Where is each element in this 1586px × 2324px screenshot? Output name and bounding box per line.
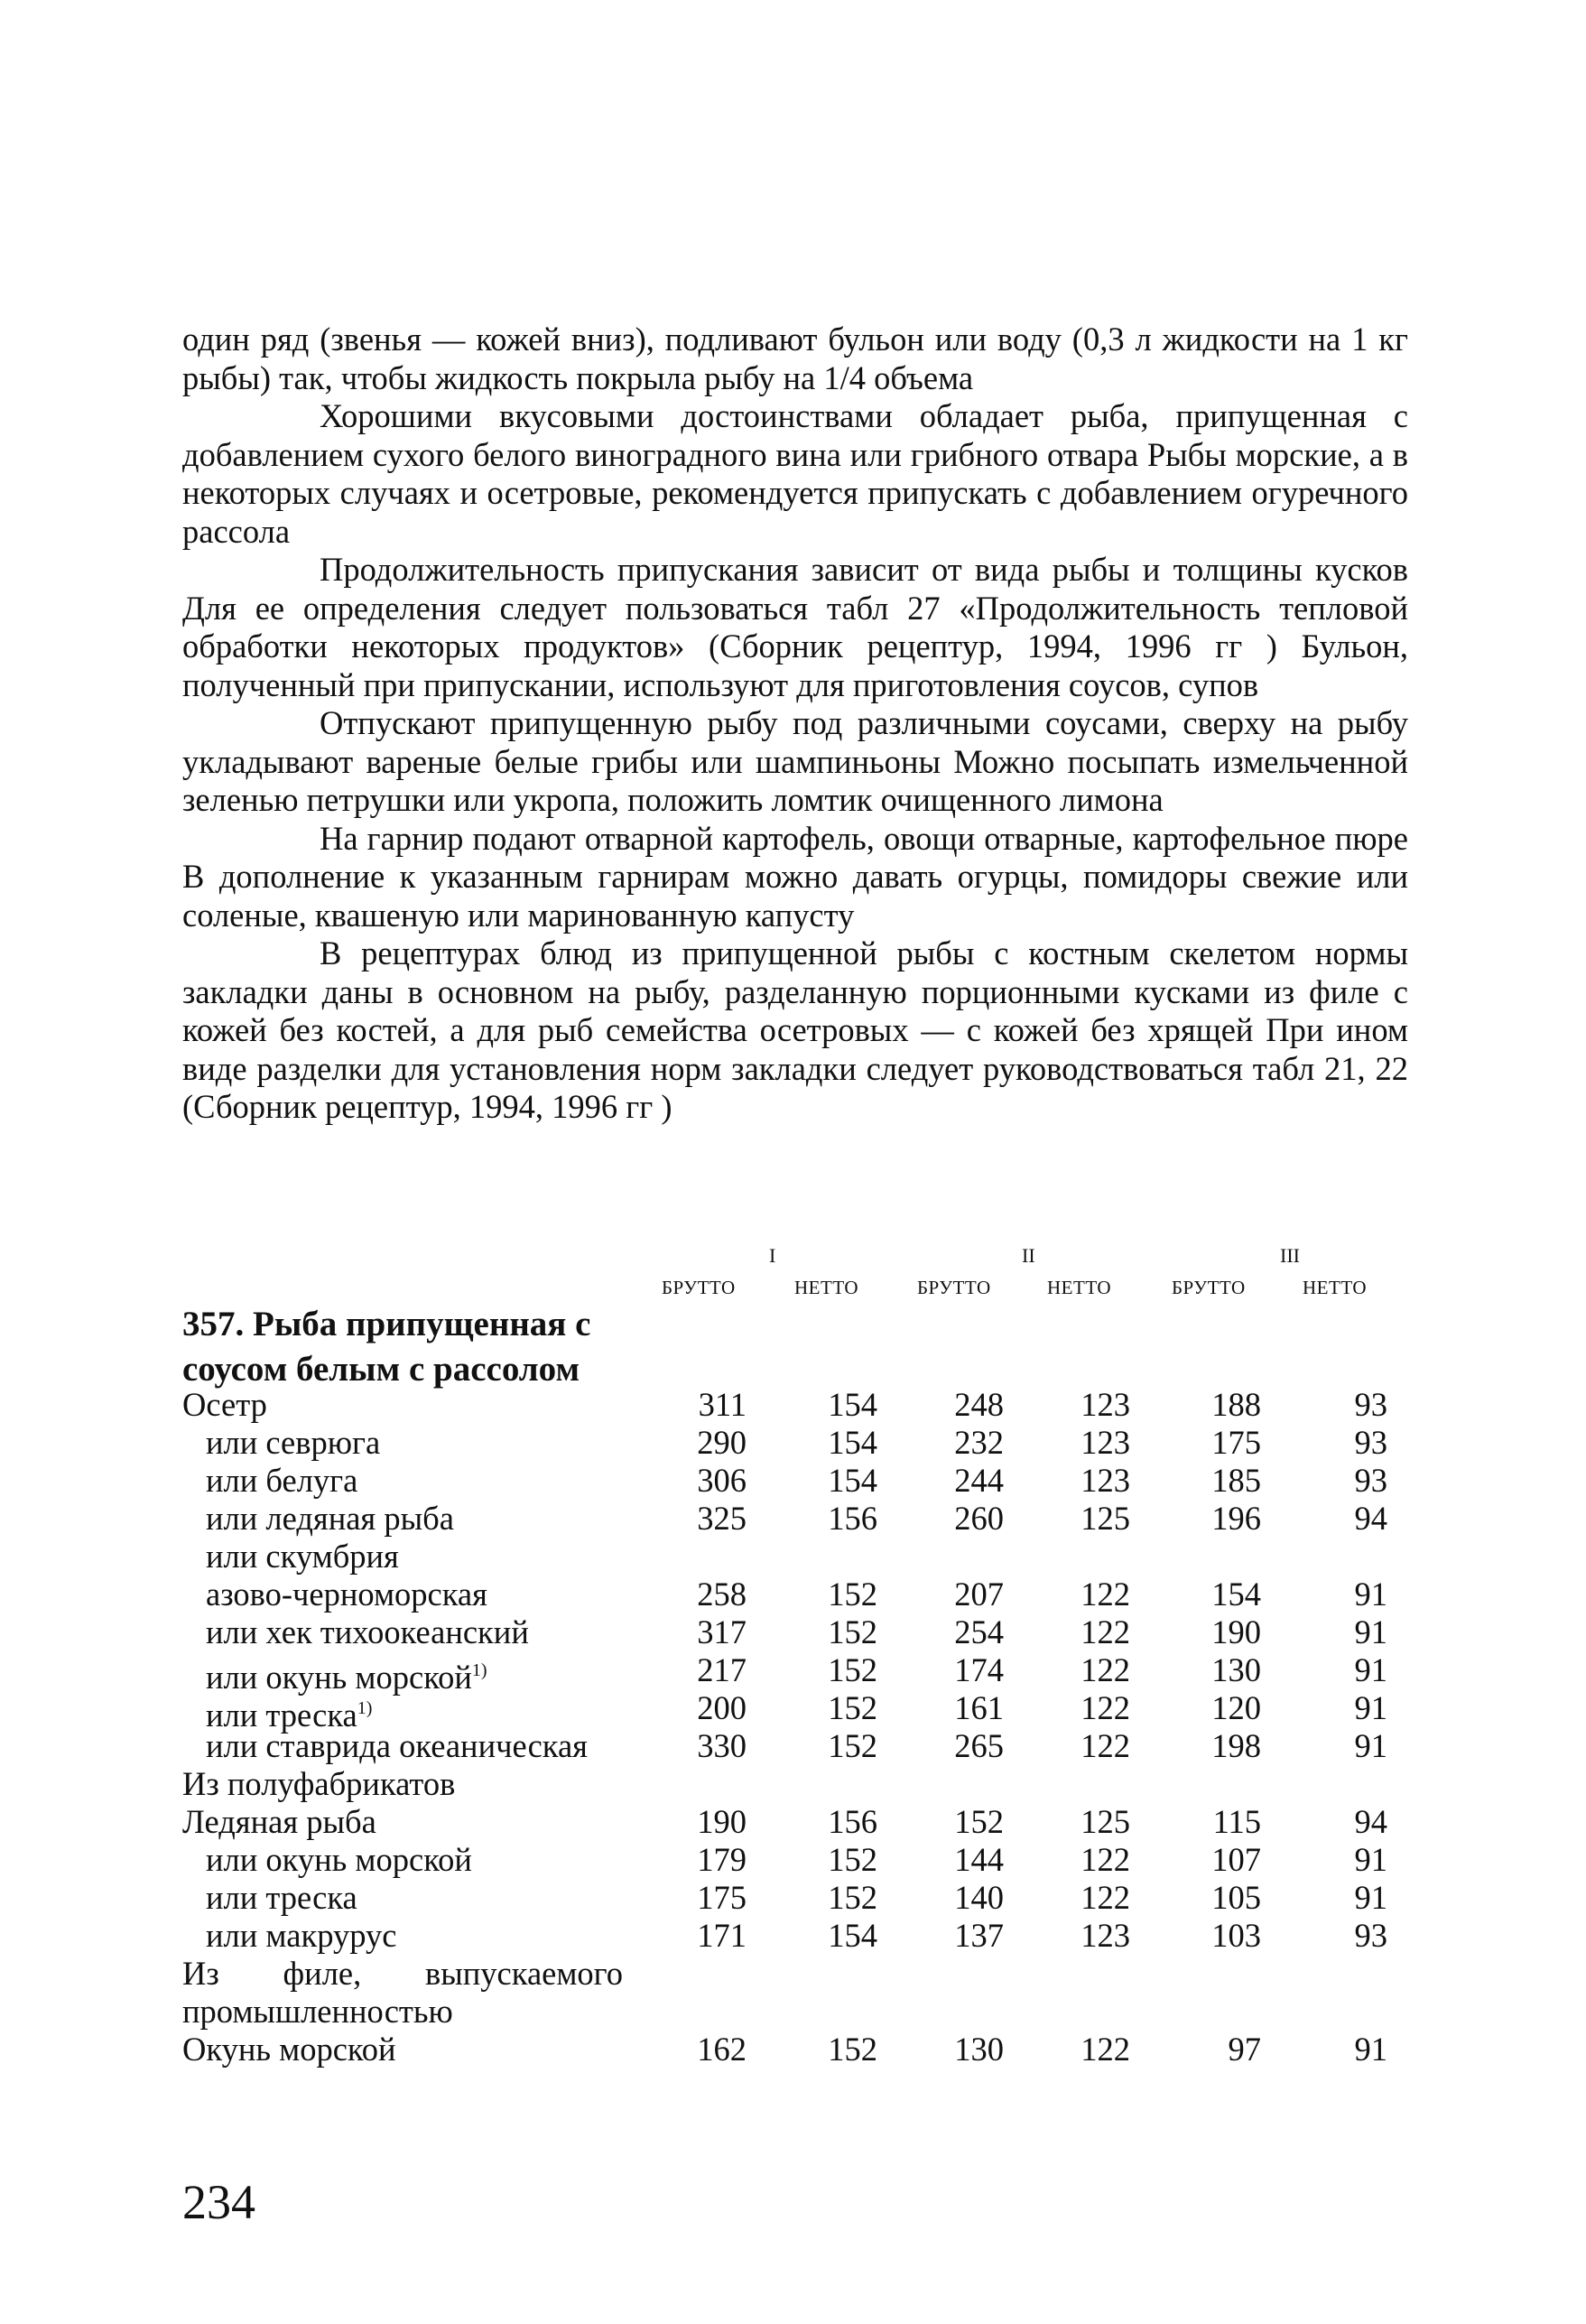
- netto-ii: 123: [1081, 1424, 1130, 1461]
- paragraph: один ряд (звенья — кожей вниз), подливают бульон или воду (0,3 л жидкости на 1 кг рыбы) так, чтобы жидкость покрыла рыбу на 1/4 объема: [182, 321, 1408, 396]
- netto-iii: 93: [1354, 1424, 1387, 1461]
- brutto-iii: 154: [1211, 1576, 1261, 1613]
- brutto-i: 179: [697, 1841, 747, 1878]
- table-row: [182, 1424, 1410, 1462]
- brutto-ii: 232: [954, 1424, 1004, 1461]
- brutto-iii: 188: [1211, 1386, 1261, 1423]
- column-header: НЕТТО: [1047, 1277, 1112, 1298]
- brutto-i: 217: [697, 1651, 747, 1688]
- column-group-i: I: [769, 1244, 776, 1267]
- column-group-iii: III: [1280, 1244, 1300, 1267]
- paragraph: Хорошими вкусовыми достоинствами обладает рыба, припущенная с добавлением сухого белого виноградного вина или грибного отвара Рыбы морские, а в некоторых случаях и осетровые, рекомендуется припускать с добавлением огуречного рассола: [182, 397, 1408, 550]
- section-label: [182, 1955, 623, 2031]
- netto-ii: 122: [1081, 1841, 1130, 1878]
- table-row: [182, 1613, 1410, 1651]
- table-row: [182, 1651, 1410, 1696]
- brutto-iii: 198: [1211, 1727, 1261, 1764]
- ingredient-name: или треска: [206, 1879, 357, 1916]
- brutto-iii: 107: [1211, 1841, 1261, 1878]
- brutto-iii: 196: [1211, 1500, 1261, 1537]
- brutto-ii: 254: [954, 1613, 1004, 1650]
- ingredient-name: или ледяная рыба: [206, 1500, 454, 1537]
- ingredient-label: или треска: [206, 1697, 357, 1734]
- paragraph: Продолжительность припускания зависит от вида рыбы и толщины кусков Для ее определения следует пользоваться табл 27 «Продолжительность тепловой обработки некоторых продуктов» (Сборник рецептур, 1994, 1996 гг ) Бульон, полученный при припускании, используют для приготовления соусов, супов: [182, 551, 1408, 703]
- column-header: БРУТТО: [662, 1277, 736, 1298]
- netto-i: 154: [828, 1424, 877, 1461]
- brutto-i: 171: [697, 1917, 747, 1954]
- brutto-i: 258: [697, 1576, 747, 1613]
- body-text: [182, 321, 1408, 1127]
- footnote-marker: 1): [471, 1660, 487, 1680]
- section-label: Из полуфабрикатов: [182, 1765, 456, 1802]
- ingredients-table: [182, 1386, 1410, 2068]
- ingredient-name: или скумбрия: [206, 1538, 399, 1575]
- ingredient-name: Ледяная рыба: [182, 1803, 376, 1840]
- netto-i: 152: [828, 1613, 877, 1650]
- table-row: [182, 2031, 1410, 2068]
- brutto-i: 306: [697, 1462, 747, 1499]
- brutto-i: 190: [697, 1803, 747, 1840]
- table-row: [182, 1803, 1410, 1841]
- netto-i: 156: [828, 1803, 877, 1840]
- netto-iii: 93: [1354, 1462, 1387, 1499]
- brutto-iii: 115: [1212, 1803, 1261, 1840]
- netto-i: 152: [828, 1727, 877, 1764]
- brutto-i: 325: [697, 1500, 747, 1537]
- netto-i: 154: [828, 1917, 877, 1954]
- column-header: НЕТТО: [1303, 1277, 1368, 1298]
- brutto-ii: 248: [954, 1386, 1004, 1423]
- brutto-ii: 137: [954, 1917, 1004, 1954]
- section-label-text: Из филе, выпускаемого промышленностью: [182, 1955, 623, 2030]
- netto-iii: 91: [1354, 1613, 1387, 1650]
- netto-i: 152: [828, 1879, 877, 1916]
- ingredient-name: или окунь морской: [206, 1841, 472, 1878]
- netto-ii: 123: [1081, 1917, 1130, 1954]
- brutto-iii: 103: [1211, 1917, 1261, 1954]
- brutto-iii: 190: [1211, 1613, 1261, 1650]
- brutto-ii: 130: [954, 2031, 1004, 2068]
- brutto-iii: 185: [1211, 1462, 1261, 1499]
- table-row: [182, 1538, 1410, 1576]
- netto-iii: 91: [1354, 2031, 1387, 2068]
- brutto-ii: 140: [954, 1879, 1004, 1916]
- brutto-ii: 260: [954, 1500, 1004, 1537]
- netto-ii: 122: [1081, 1613, 1130, 1650]
- ingredient-name: или ставрида океаническая: [206, 1727, 588, 1764]
- brutto-i: 200: [697, 1689, 747, 1726]
- netto-iii: 91: [1354, 1841, 1387, 1878]
- brutto-i: 290: [697, 1424, 747, 1461]
- brutto-ii: 244: [954, 1462, 1004, 1499]
- brutto-ii: 174: [954, 1651, 1004, 1688]
- netto-ii: 122: [1081, 1689, 1130, 1726]
- table-row: [182, 1689, 1410, 1734]
- column-header: БРУТТО: [1172, 1277, 1246, 1298]
- ingredient-name: или макрурус: [206, 1917, 397, 1954]
- netto-iii: 91: [1354, 1576, 1387, 1613]
- brutto-ii: 207: [954, 1576, 1004, 1613]
- netto-i: 156: [828, 1500, 877, 1537]
- brutto-i: 317: [697, 1613, 747, 1650]
- ingredient-name: или севрюга: [206, 1424, 381, 1461]
- ingredient-name: азово-черноморская: [206, 1576, 487, 1613]
- netto-ii: 125: [1081, 1500, 1130, 1537]
- brutto-i: 311: [698, 1386, 747, 1423]
- table-row: [182, 1879, 1410, 1917]
- table-row: [182, 1462, 1410, 1500]
- table-row: [182, 1386, 1410, 1424]
- netto-ii: 122: [1081, 2031, 1130, 2068]
- brutto-ii: 152: [954, 1803, 1004, 1840]
- ingredient-label: или окунь морской: [206, 1659, 472, 1696]
- netto-iii: 91: [1354, 1727, 1387, 1764]
- netto-i: 152: [828, 1841, 877, 1878]
- netto-iii: 93: [1354, 1917, 1387, 1954]
- brutto-ii: 265: [954, 1727, 1004, 1764]
- brutto-i: 175: [697, 1879, 747, 1916]
- netto-i: 152: [828, 1689, 877, 1726]
- table-row: [182, 1917, 1410, 1955]
- netto-ii: 123: [1081, 1462, 1130, 1499]
- netto-ii: 125: [1081, 1803, 1130, 1840]
- brutto-iii: 105: [1211, 1879, 1261, 1916]
- brutto-iii: 97: [1228, 2031, 1261, 2068]
- netto-i: 152: [828, 2031, 877, 2068]
- netto-iii: 94: [1354, 1803, 1387, 1840]
- ingredient-name: Осетр: [182, 1386, 267, 1423]
- paragraph: На гарнир подают отварной картофель, овощи отварные, картофельное пюре В дополнение к указанным гарнирам можно давать огурцы, помидоры свежие или соленые, квашеную или маринованную капусту: [182, 819, 1408, 934]
- netto-i: 152: [828, 1651, 877, 1688]
- brutto-ii: 144: [954, 1841, 1004, 1878]
- recipe-title: 357. Рыба припущенная с соусом белым с рассолом: [182, 1305, 591, 1389]
- table-row: [182, 1955, 1410, 2031]
- netto-iii: 93: [1354, 1386, 1387, 1423]
- brutto-iii: 120: [1211, 1689, 1261, 1726]
- page-number: 234: [182, 2175, 255, 2229]
- table-row: [182, 1765, 1410, 1803]
- netto-ii: 122: [1081, 1576, 1130, 1613]
- netto-ii: 122: [1081, 1879, 1130, 1916]
- netto-i: 152: [828, 1576, 877, 1613]
- paragraph: Отпускают припущенную рыбу под различными соусами, сверху на рыбу укладывают вареные белые грибы или шампиньоны Можно посыпать измельченной зеленью петрушки или укропа, положить ломтик очищенного лимона: [182, 704, 1408, 818]
- column-group-ii: II: [1022, 1244, 1035, 1267]
- netto-ii: 122: [1081, 1651, 1130, 1688]
- netto-i: 154: [828, 1462, 877, 1499]
- brutto-ii: 161: [954, 1689, 1004, 1726]
- brutto-iii: 175: [1211, 1424, 1261, 1461]
- table-row: [182, 1500, 1410, 1538]
- netto-iii: 94: [1354, 1500, 1387, 1537]
- paragraph: В рецептурах блюд из припущенной рыбы с костным скелетом нормы закладки даны в основном на рыбу, разделанную порционными кусками из филе с кожей без костей, а для рыб семейства осетровых — с кожей без хрящей При ином виде разделки для установления норм закладки следует руководствоваться табл 21, 22 (Сборник рецептур, 1994, 1996 гг ): [182, 934, 1408, 1125]
- ingredient-name: или хек тихоокеанский: [206, 1613, 529, 1650]
- ingredient-name: или белуга: [206, 1462, 358, 1499]
- netto-iii: 91: [1354, 1879, 1387, 1916]
- brutto-iii: 130: [1211, 1651, 1261, 1688]
- netto-ii: 123: [1081, 1386, 1130, 1423]
- netto-iii: 91: [1354, 1689, 1387, 1726]
- netto-iii: 91: [1354, 1651, 1387, 1688]
- table-row: [182, 1841, 1410, 1879]
- table-row: [182, 1576, 1410, 1613]
- table-row: [182, 1727, 1410, 1765]
- footnote-marker: 1): [357, 1698, 373, 1718]
- brutto-i: 330: [697, 1727, 747, 1764]
- column-header: БРУТТО: [917, 1277, 991, 1298]
- netto-ii: 122: [1081, 1727, 1130, 1764]
- netto-i: 154: [828, 1386, 877, 1423]
- brutto-i: 162: [697, 2031, 747, 2068]
- ingredient-name: Окунь морской: [182, 2031, 396, 2068]
- column-header: НЕТТО: [794, 1277, 859, 1298]
